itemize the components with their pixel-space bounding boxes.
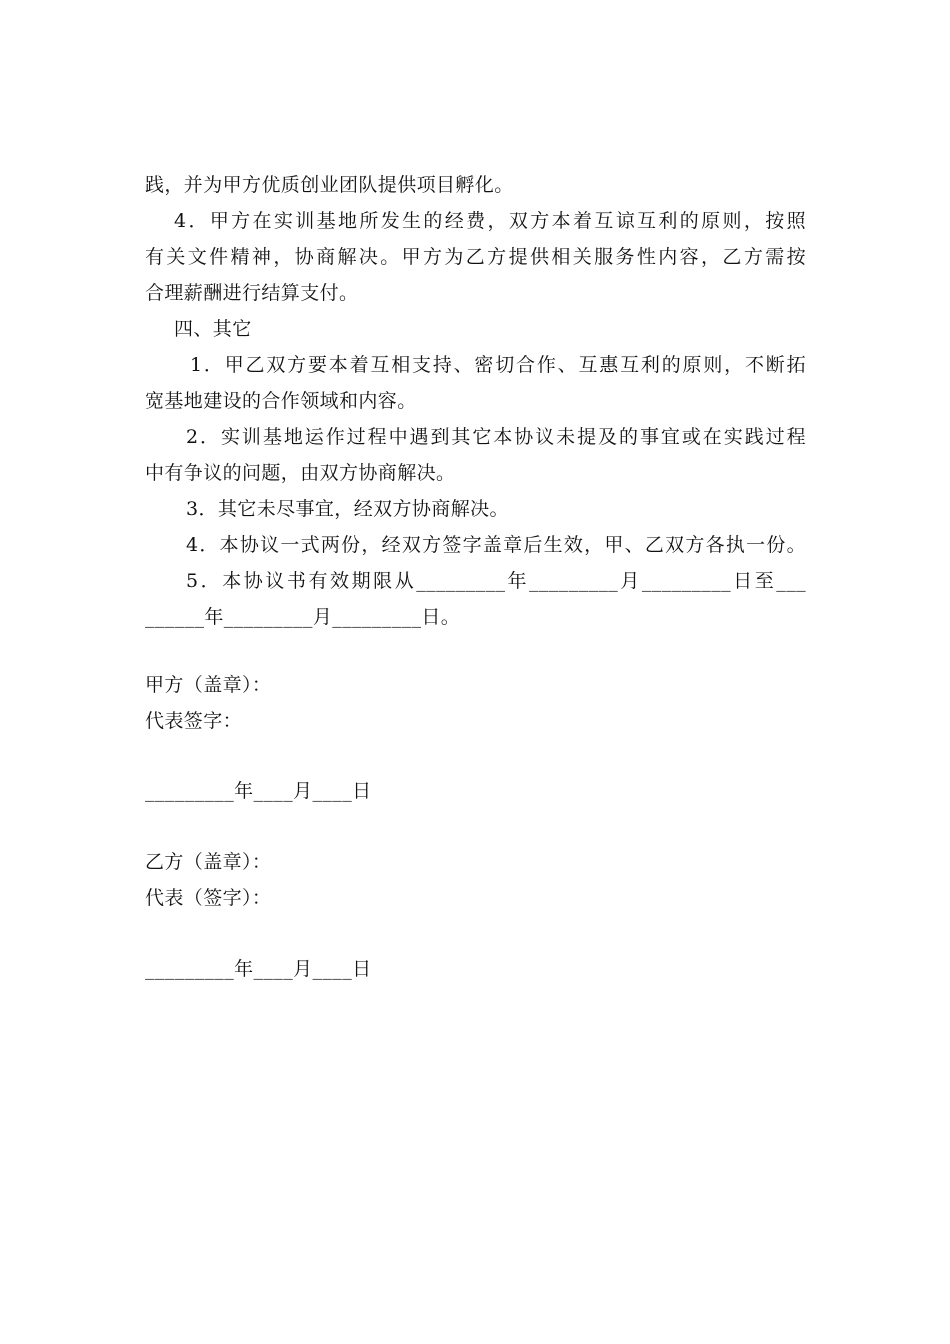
- paragraph-line: 践，并为甲方优质创业团队提供项目孵化。: [145, 174, 514, 196]
- other-clause-4: 4．本协议一式两份，经双方签字盖章后生效，甲、乙双方各执一份。: [186, 534, 806, 556]
- other-clause-2-line-1: 2．实训基地运作过程中遇到其它本协议未提及的事宜或在实践过程: [186, 426, 806, 448]
- validity-period-line-1: 5．本协议书有效期限从_________年_________月_________日至___: [186, 570, 806, 592]
- other-clause-1-line-2: 宽基地建设的合作领域和内容。: [145, 390, 417, 412]
- validity-period-line-2: ______年_________月_________日。: [145, 606, 461, 628]
- clause-4-line-2: 有关文件精神，协商解决。甲方为乙方提供相关服务性内容，乙方需按: [145, 246, 806, 268]
- party-b-signature-label: 代表（签字）：: [145, 887, 272, 909]
- clause-4-line-1: 4．甲方在实训基地所发生的经费，双方本着互谅互利的原则，按照: [174, 210, 806, 232]
- clause-4-line-3: 合理薪酬进行结算支付。: [145, 282, 359, 304]
- section-heading-other: 四、其它: [174, 318, 252, 340]
- other-clause-3: 3．其它未尽事宜，经双方协商解决。: [186, 498, 509, 520]
- party-b-seal-label: 乙方（盖章）：: [145, 851, 272, 873]
- party-a-signature-label: 代表签字：: [145, 710, 243, 732]
- party-b-date-line: _________年____月____日: [145, 958, 372, 980]
- party-a-seal-label: 甲方（盖章）：: [145, 674, 272, 696]
- party-a-date-line: _________年____月____日: [145, 780, 372, 802]
- other-clause-2-line-2: 中有争议的问题，由双方协商解决。: [145, 462, 456, 484]
- other-clause-1-line-1: 1．甲乙双方要本着互相支持、密切合作、互惠互利的原则，不断拓: [190, 354, 806, 376]
